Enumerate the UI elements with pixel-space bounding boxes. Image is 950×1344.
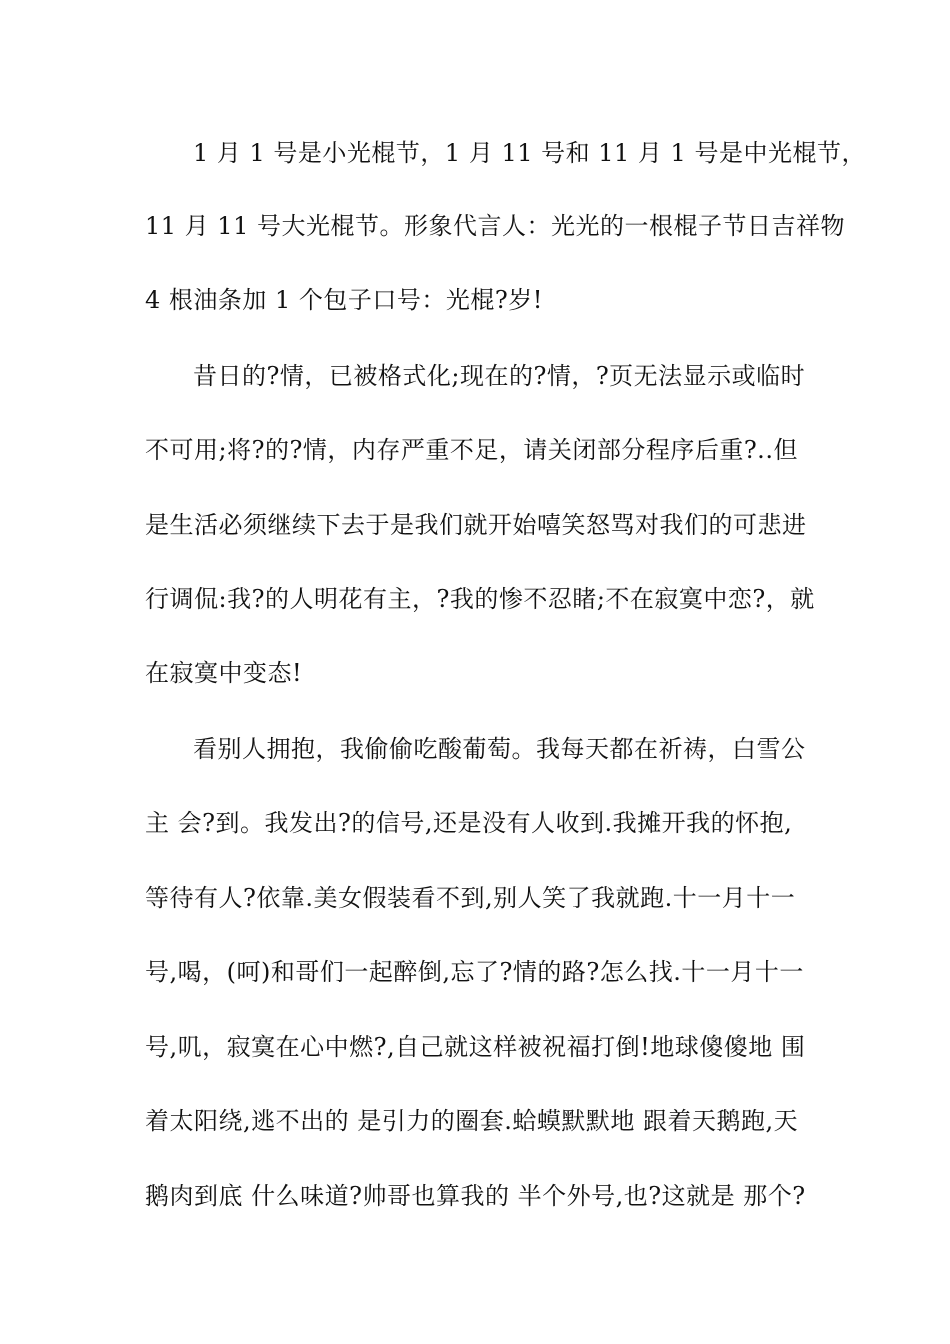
paragraph-2-line-3: 是生活必须继续下去于是我们就开始嘻笑怒骂对我们的可悲进 (145, 511, 807, 539)
paragraph-2-line-2: 不可用;将?的?情，内存严重不足，请关闭部分程序后重?..但 (145, 436, 798, 464)
paragraph-1-line-1: 1 月 1 号是小光棍节，1 月 11 号和 11 月 1 号是中光棍节， (193, 139, 866, 167)
paragraph-2-line-4: 行调侃:我?的人明花有主，?我的惨不忍睹;不在寂寞中恋?，就 (145, 585, 815, 613)
paragraph-3-line-1: 看别人拥抱，我偷偷吃酸葡萄。我每天都在祈祷，白雪公 (193, 735, 806, 763)
paragraph-2-line-5: 在寂寞中变态! (145, 659, 303, 687)
paragraph-3-line-3: 等待有人?依靠.美女假装看不到,别人笑了我就跑.十一月十一 (145, 884, 796, 912)
paragraph-1-line-2: 11 月 11 号大光棍节。形象代言人：光光的一根棍子节日吉祥物 (145, 212, 845, 240)
paragraph-3-line-6: 着太阳绕,逃不出的 是引力的圈套.蛤蟆默默地 跟着天鹅跑,天 (145, 1107, 799, 1135)
paragraph-3-line-7: 鹅肉到底 什么味道?帅哥也算我的 半个外号,也?这就是 那个? (145, 1182, 806, 1210)
paragraph-3-line-5: 号,叽，寂寞在心中燃?,自己就这样被祝福打倒!地球傻傻地 围 (145, 1033, 806, 1061)
paragraph-1-line-3: 4 根油条加 1 个包子口号：光棍?岁! (145, 286, 543, 314)
paragraph-3-line-4: 号,喝，(呵)和哥们一起醉倒,忘了?情的路?怎么找.十一月十一 (145, 958, 804, 986)
paragraph-3-line-2: 主 会?到。我发出?的信号,还是没有人收到.我摊开我的怀抱, (145, 809, 793, 837)
paragraph-2-line-1: 昔日的?情，已被格式化;现在的?情，?页无法显示或临时 (193, 362, 806, 390)
